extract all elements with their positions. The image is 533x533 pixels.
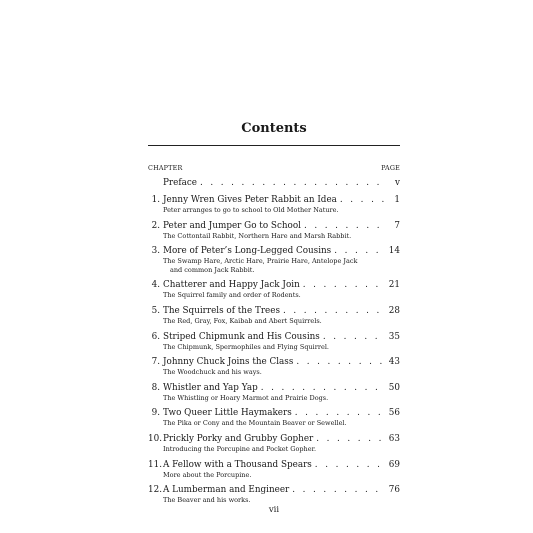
chapter-title: Prickly Porky and Grubby Gopher	[163, 433, 314, 444]
toc-entry-4	[148, 280, 400, 300]
dot-leader	[313, 434, 386, 445]
chapter-title: Jenny Wren Gives Peter Rabbit an Idea	[163, 195, 337, 205]
toc-entry-10	[148, 434, 400, 454]
chapter-column-label: CHAPTER	[148, 164, 183, 172]
chapter-summary: More about the Porcupine.	[163, 470, 252, 479]
dot-leader	[258, 383, 386, 394]
chapter-page: 21	[388, 280, 400, 291]
chapter-page: 7	[394, 220, 400, 231]
chapter-number: 1.	[151, 195, 160, 205]
toc-entry-6	[148, 332, 400, 352]
toc-entry-line	[148, 460, 400, 471]
toc-entry-line	[148, 332, 400, 343]
toc-entry-line	[148, 434, 400, 445]
toc-entry-8	[148, 383, 400, 403]
toc-entry-line	[148, 306, 400, 317]
toc-entry-3	[148, 246, 400, 274]
dot-leader	[280, 306, 386, 317]
toc-entry-line	[148, 178, 400, 189]
chapter-page: 14	[388, 246, 400, 257]
chapter-number: 4.	[151, 280, 160, 291]
toc-entry-line	[148, 357, 400, 368]
chapter-title: Preface	[163, 178, 197, 188]
chapter-page: v	[395, 178, 400, 188]
chapter-title: The Squirrels of the Trees	[163, 305, 280, 316]
toc-entry-9	[148, 408, 400, 428]
chapter-title: A Lumberman and Engineer	[163, 485, 290, 496]
contents-page	[148, 120, 400, 515]
toc-entry-1	[148, 195, 400, 215]
dot-leader	[292, 408, 386, 419]
toc-entry-line	[148, 383, 400, 394]
chapter-summary-continued: and common Jack Rabbit.	[170, 265, 255, 274]
chapter-title: Peter and Jumper Go to School	[163, 220, 301, 231]
toc-entry-line	[148, 485, 400, 496]
title-rule	[148, 145, 400, 146]
dot-leader	[320, 332, 386, 343]
page-title: Contents	[241, 121, 307, 136]
chapter-summary: The Pika or Cony and the Mountain Beaver or Sewellel.	[163, 419, 347, 428]
dot-leader	[300, 280, 386, 291]
chapter-title: A Fellow with a Thousand Spears	[163, 459, 312, 470]
chapter-summary: The Red, Gray, Fox, Kaibab and Abert Squirrels.	[163, 316, 322, 325]
chapter-title: Two Queer Little Haymakers	[163, 408, 292, 419]
dot-leader	[337, 195, 386, 206]
chapter-page: 50	[388, 382, 400, 393]
toc-entry-7	[148, 357, 400, 377]
chapter-number: 6.	[151, 331, 160, 342]
toc-entry-line	[148, 280, 400, 291]
chapter-title: Whistler and Yap Yap	[163, 382, 258, 393]
chapter-page: 35	[388, 331, 400, 342]
chapter-title: More of Peter’s Long-Legged Cousins	[163, 246, 332, 257]
toc-entry-line	[148, 195, 400, 206]
chapter-page: 63	[388, 433, 400, 444]
toc-entry-line	[148, 221, 400, 232]
chapter-page: 43	[388, 357, 400, 368]
chapter-summary: The Chipmunk, Spermophiles and Flying Squirrel.	[163, 342, 329, 351]
toc-entry-line	[148, 408, 400, 419]
dot-leader	[197, 178, 386, 189]
toc-entry-preface	[148, 178, 400, 189]
toc-entry-11	[148, 460, 400, 480]
chapter-number: 12.	[148, 485, 162, 496]
chapter-number: 5.	[151, 305, 160, 316]
chapter-page: 69	[388, 459, 400, 470]
chapter-number: 3.	[151, 246, 160, 257]
chapter-page: 56	[388, 408, 400, 419]
chapter-title: Chatterer and Happy Jack Join	[163, 280, 300, 291]
toc-entry-2	[148, 221, 400, 241]
chapter-number: 9.	[151, 408, 160, 419]
chapter-title: Striped Chipmunk and His Cousins	[163, 331, 320, 342]
toc-entry-line	[148, 246, 400, 257]
chapter-summary: The Beaver and his works.	[163, 496, 251, 505]
chapter-number: 2.	[151, 220, 160, 231]
chapter-page: 76	[388, 485, 400, 496]
page-number: vii	[268, 505, 280, 515]
chapter-summary: The Swamp Hare, Arctic Hare, Prairie Hare, Antelope Jack	[163, 257, 358, 266]
toc-entry-5	[148, 306, 400, 326]
dot-leader	[331, 246, 386, 257]
dot-leader	[312, 460, 386, 471]
dot-leader	[289, 485, 386, 496]
chapter-page: 1	[394, 195, 400, 205]
chapter-number: 10.	[148, 433, 162, 444]
chapter-summary: The Cottontail Rabbit, Northern Hare and Marsh Rabbit.	[163, 231, 352, 240]
chapter-summary: Introducing the Porcupine and Pocket Gopher.	[163, 444, 317, 453]
toc-entry-12	[148, 485, 400, 505]
chapter-summary: Peter arranges to go to school to Old Mother Nature.	[163, 206, 339, 214]
page-column-label: PAGE	[381, 164, 400, 172]
chapter-summary: The Squirrel family and order of Rodents.	[163, 291, 301, 300]
column-headers	[148, 164, 400, 172]
chapter-number: 8.	[151, 382, 160, 393]
chapter-title: Johnny Chuck Joins the Class	[163, 357, 294, 368]
chapter-number: 11.	[148, 459, 162, 470]
chapter-number: 7.	[151, 357, 160, 368]
dot-leader	[293, 357, 386, 368]
dot-leader	[301, 221, 386, 232]
chapter-summary: The Whistling or Hoary Marmot and Prairie Dogs.	[163, 393, 329, 402]
chapter-summary: The Woodchuck and his ways.	[163, 368, 262, 377]
chapter-page: 28	[388, 305, 400, 316]
